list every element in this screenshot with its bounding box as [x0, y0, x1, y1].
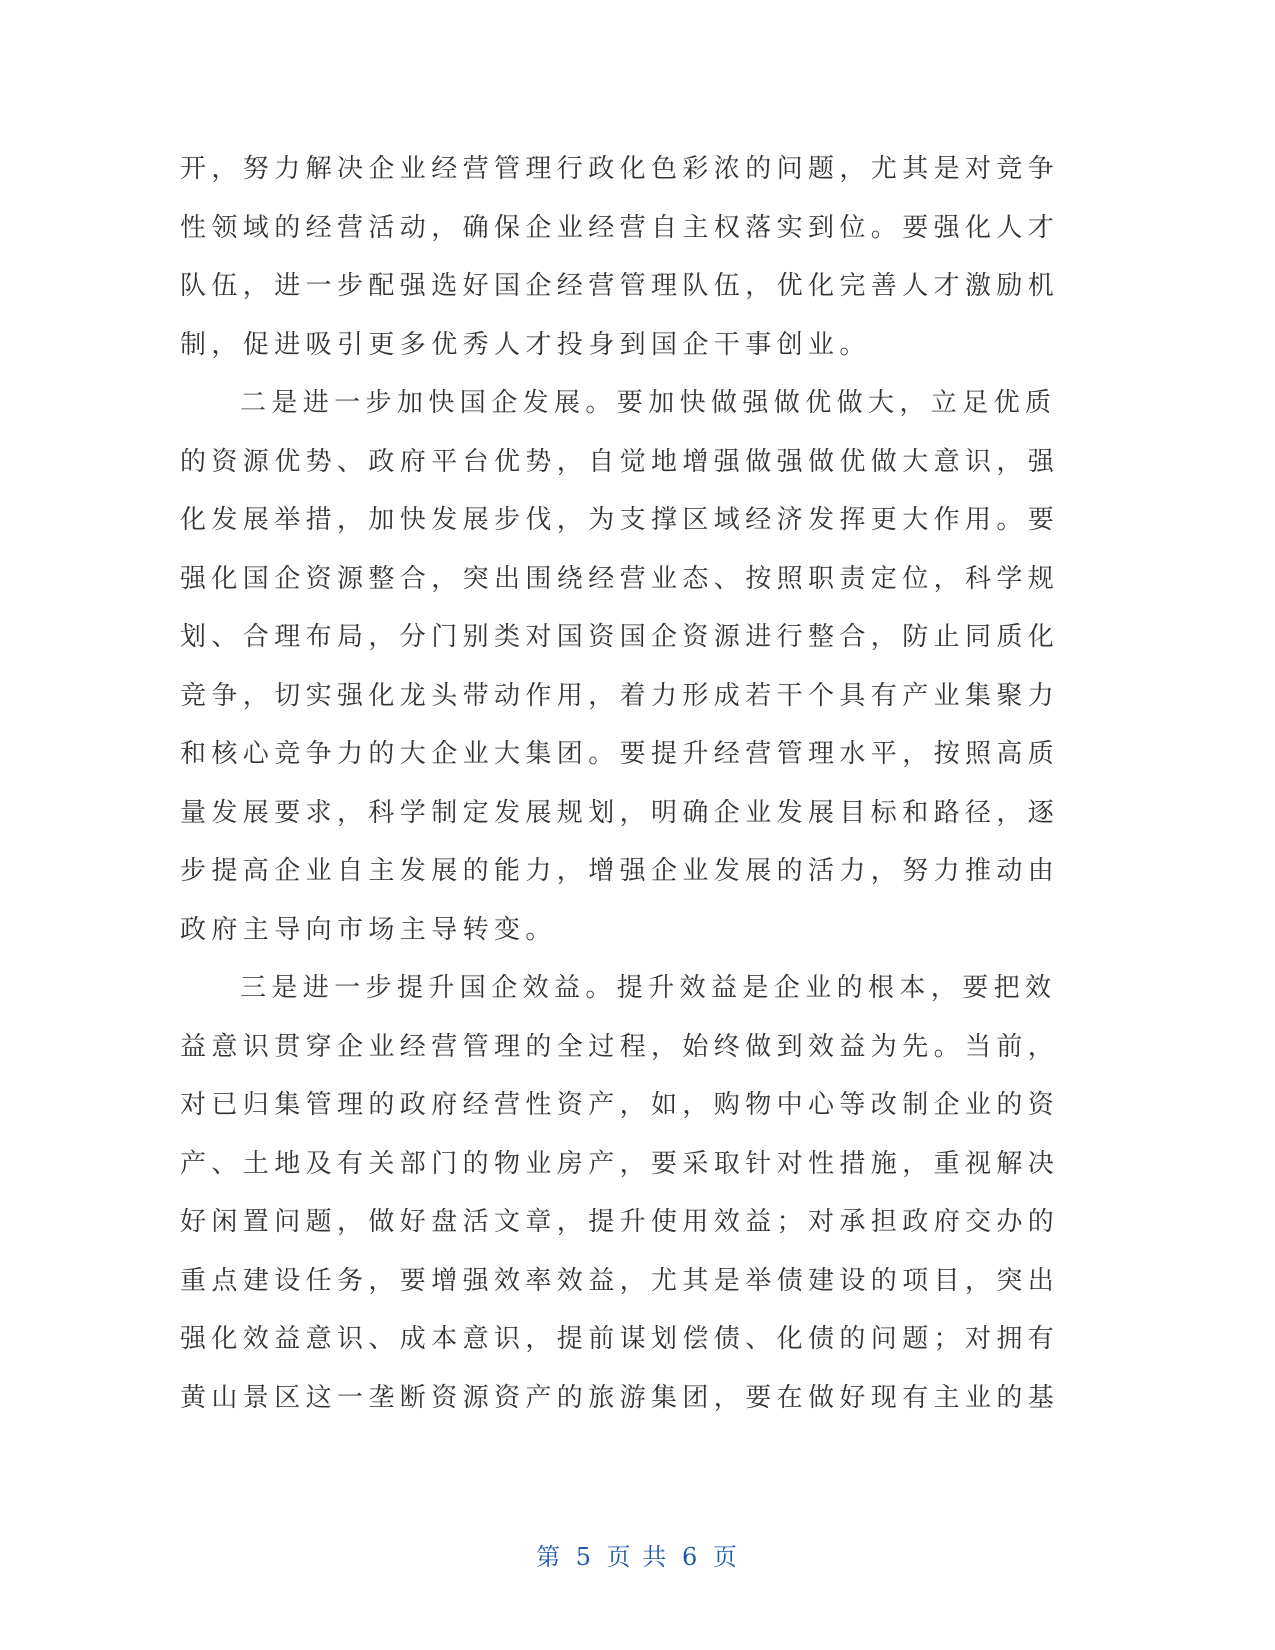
text-line: 性领域的经营活动，确保企业经营自主权落实到位。要强化人才	[180, 212, 1060, 243]
text-line: 对已归集管理的政府经营性资产，如，购物中心等改制企业的资	[180, 1090, 1060, 1120]
text-line: 重点建设任务，要增强效率效益，尤其是举债建设的项目，突出	[180, 1265, 1060, 1296]
text-line: 益意识贯穿企业经营管理的全过程，始终做到效益为先。当前，	[180, 1031, 1060, 1062]
footer-middle: 页 共	[606, 1543, 669, 1571]
text-line: 三是进一步提升国企效益。提升效益是企业的根本，要把效	[240, 973, 1057, 1003]
text-line: 化发展举措，加快发展步伐，为支撑区域经济发挥更大作用。要	[180, 505, 1060, 535]
text-line: 强化国企资源整合，突出围绕经营业态、按照职责定位，科学规	[180, 563, 1060, 594]
text-line: 黄山景区这一垄断资源资产的旅游集团，要在做好现有主业的基	[180, 1382, 1060, 1413]
text-line: 队伍，进一步配强选好国企经营管理队伍，优化完善人才激励机	[180, 271, 1060, 301]
footer-page-number: 5	[575, 1543, 594, 1571]
text-line: 步提高企业自主发展的能力，增强企业发展的活力，努力推动由	[180, 856, 1060, 886]
text-line: 量发展要求，科学制定发展规划，明确企业发展目标和路径，逐	[180, 797, 1060, 828]
text-line: 竞争，切实强化龙头带动作用，着力形成若干个具有产业集聚力	[180, 680, 1060, 711]
text-line: 好闲置问题，做好盘活文章，提升使用效益；对承担政府交办的	[180, 1207, 1060, 1237]
paragraph	[180, 959, 1060, 1427]
text-line: 和核心竞争力的大企业大集团。要提升经营管理水平，按照高质	[180, 739, 1060, 769]
text-line: 开，努力解决企业经营管理行政化色彩浓的问题，尤其是对竞争	[180, 154, 1060, 184]
text-line: 制，促进吸引更多优秀人才投身到国企干事创业。	[180, 329, 871, 360]
footer-suffix: 页	[712, 1543, 739, 1571]
page-footer	[0, 1537, 1275, 1572]
text-line: 产、土地及有关部门的物业房产，要采取针对性措施，重视解决	[180, 1148, 1060, 1179]
footer-prefix: 第	[536, 1543, 563, 1571]
paragraph	[180, 374, 1060, 959]
body-text	[180, 140, 1060, 1427]
text-line: 划、合理布局，分门别类对国资国企资源进行整合，防止同质化	[180, 622, 1060, 652]
text-line: 的资源优势、政府平台优势，自觉地增强做强做优做大意识，强	[180, 446, 1060, 477]
text-line: 政府主导向市场主导转变。	[180, 914, 557, 945]
text-line: 强化效益意识、成本意识，提前谋划偿债、化债的问题；对拥有	[180, 1324, 1060, 1354]
footer-total-pages: 6	[681, 1543, 700, 1571]
paragraph	[180, 140, 1060, 374]
text-line: 二是进一步加快国企发展。要加快做强做优做大，立足优质	[240, 388, 1057, 418]
